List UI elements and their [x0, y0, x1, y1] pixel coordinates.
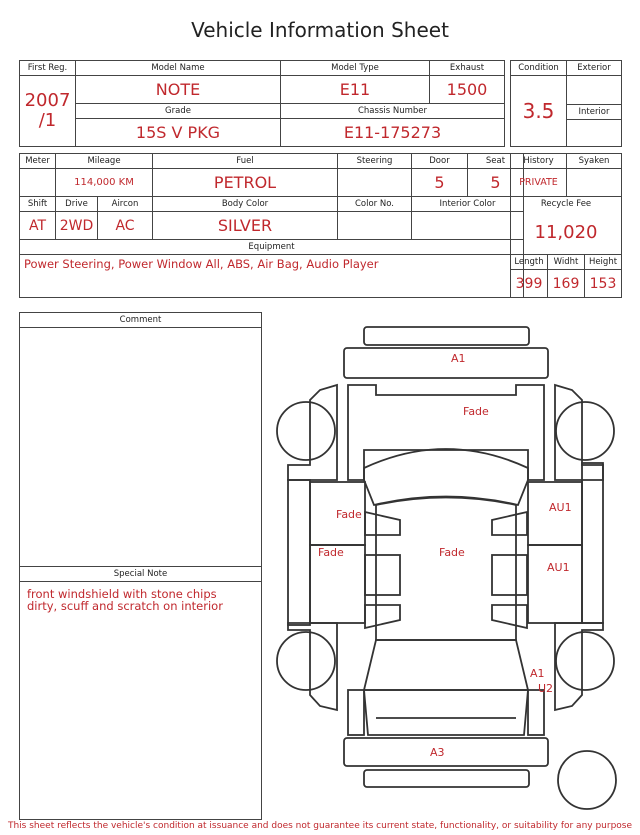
special-note-text: front windshield with stone chips dirty, scuff and scratch on interior — [27, 587, 223, 613]
damage-right-front-door: AU1 — [549, 501, 572, 514]
mileage-value: 114,000 KM — [56, 169, 153, 197]
damage-right-rear-door: AU1 — [547, 561, 570, 574]
exhaust-value: 1500 — [430, 76, 505, 104]
right-rear-wheel — [556, 632, 614, 690]
fuel-label: Fuel — [153, 154, 338, 169]
recycle-fee-label: Recycle Fee — [511, 197, 622, 212]
left-front-wheel — [277, 402, 335, 460]
door-label: Door — [412, 154, 468, 169]
steering-label: Steering — [338, 154, 412, 169]
history-value: PRIVATE — [511, 169, 567, 197]
first-reg-label: First Reg. — [20, 61, 76, 76]
page-title: Vehicle Information Sheet — [191, 18, 449, 42]
front-bumper-lip — [364, 327, 529, 345]
first-reg-value: 2007 /1 — [20, 76, 76, 147]
left-rear-quarter — [288, 623, 337, 710]
fuel-value: PETROL — [153, 169, 338, 197]
left-front-window — [365, 512, 400, 535]
damage-left-rear-door: Fade — [318, 546, 344, 559]
trunk-left — [348, 690, 364, 735]
history-table — [510, 153, 622, 298]
aircon-label: Aircon — [98, 197, 153, 212]
damage-rear-bumper: A3 — [430, 746, 445, 759]
right-front-fender — [555, 385, 603, 480]
right-quarter-window — [492, 605, 527, 628]
left-rear-window — [365, 555, 400, 595]
body-color-value: SILVER — [153, 212, 338, 240]
damage-roof: Fade — [439, 546, 465, 559]
condition-table — [510, 60, 622, 147]
width-label: Widht — [548, 255, 585, 270]
interior-value — [567, 120, 622, 147]
drive-label: Drive — [56, 197, 98, 212]
equipment-label: Equipment — [20, 240, 524, 255]
syaken-label: Syaken — [567, 154, 622, 169]
chassis-label: Chassis Number — [281, 104, 505, 119]
rear-bumper — [344, 738, 548, 766]
rear-bumper-lip — [364, 770, 529, 787]
drive-value: 2WD — [56, 212, 98, 240]
damage-front-bumper: A1 — [451, 352, 466, 365]
comment-label: Comment — [20, 313, 261, 328]
exhaust-label: Exhaust — [430, 61, 505, 76]
spare-wheel — [558, 751, 616, 809]
vehicle-basic-table — [19, 60, 505, 147]
meter-value — [20, 169, 56, 197]
comment-box — [19, 312, 262, 567]
disclaimer-footer: This sheet reflects the vehicle's condition at issuance and does not guarantee its current state, functionality, or suitability for any purpose — [7, 821, 633, 831]
height-value: 153 — [585, 270, 622, 298]
trunk — [364, 690, 528, 735]
left-rear-wheel — [277, 632, 335, 690]
color-no-value — [338, 212, 412, 240]
syaken-value — [567, 169, 622, 197]
damage-hood: Fade — [463, 405, 489, 418]
right-rear-door — [528, 545, 582, 623]
car-damage-diagram — [270, 320, 640, 830]
interior-color-label: Interior Color — [412, 197, 524, 212]
right-front-window — [492, 512, 527, 535]
equipment-value: Power Steering, Power Window All, ABS, Air Bag, Audio Player — [20, 255, 524, 298]
seat-value: 5 — [468, 169, 524, 197]
left-quarter-window — [365, 605, 400, 628]
shift-value: AT — [20, 212, 56, 240]
special-note-box — [19, 566, 262, 820]
mileage-label: Mileage — [56, 154, 153, 169]
right-rear-quarter — [555, 623, 603, 710]
right-front-wheel — [556, 402, 614, 460]
special-note-label: Special Note — [20, 567, 261, 582]
steering-value — [338, 169, 412, 197]
left-side-sill — [288, 480, 310, 625]
model-name-label: Model Name — [76, 61, 281, 76]
exterior-value — [567, 76, 622, 105]
damage-right-rear-quarter-b: U2 — [538, 682, 554, 695]
right-rear-window — [492, 555, 527, 595]
condition-value: 3.5 — [511, 76, 567, 147]
rear-window — [364, 640, 528, 690]
shift-label: Shift — [20, 197, 56, 212]
interior-color-value — [412, 212, 524, 240]
length-value: 399 — [511, 270, 548, 298]
body-color-label: Body Color — [153, 197, 338, 212]
model-type-value: E11 — [281, 76, 430, 104]
grade-label: Grade — [76, 104, 281, 119]
history-label: History — [511, 154, 567, 169]
front-bumper — [344, 348, 548, 378]
damage-left-front-door: Fade — [336, 508, 362, 521]
model-name-value: NOTE — [76, 76, 281, 104]
seat-label: Seat — [468, 154, 524, 169]
height-label: Height — [585, 255, 622, 270]
length-label: Length — [511, 255, 548, 270]
door-value: 5 — [412, 169, 468, 197]
width-value: 169 — [548, 270, 585, 298]
hood — [348, 385, 544, 480]
recycle-fee-value: 11,020 — [511, 212, 622, 255]
exterior-label: Exterior — [567, 61, 622, 76]
right-side-sill — [582, 463, 603, 623]
model-type-label: Model Type — [281, 61, 430, 76]
chassis-value: E11-175273 — [281, 119, 505, 147]
aircon-value: AC — [98, 212, 153, 240]
grade-value: 15S V PKG — [76, 119, 281, 147]
color-no-label: Color No. — [338, 197, 412, 212]
left-front-fender — [288, 385, 337, 480]
damage-right-rear-quarter-a: A1 — [530, 667, 545, 680]
meter-label: Meter — [20, 154, 56, 169]
vehicle-detail-table — [19, 153, 524, 298]
trunk-right — [528, 690, 544, 735]
interior-label: Interior — [567, 105, 622, 120]
condition-label: Condition — [511, 61, 567, 76]
